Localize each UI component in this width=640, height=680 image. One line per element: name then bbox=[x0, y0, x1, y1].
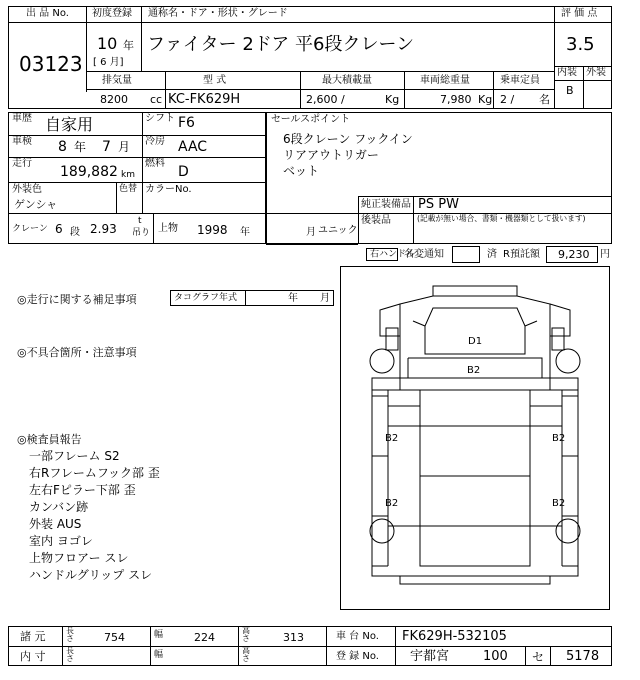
ext-color-label: 外装色 bbox=[12, 184, 42, 195]
displacement-unit: cc bbox=[150, 93, 163, 106]
shift-value: F6 bbox=[178, 115, 195, 131]
interior-dims-label: 内 寸 bbox=[20, 650, 46, 663]
mark-left-mid: B2 bbox=[385, 433, 399, 444]
genuine-equipment-label: 純正装備品 bbox=[361, 199, 411, 210]
tacho-month-unit: 月 bbox=[320, 293, 330, 304]
recycle-mark: 済 bbox=[487, 249, 497, 260]
ac-value: AAC bbox=[178, 139, 208, 155]
crane-ton-unit-top: t bbox=[138, 216, 142, 226]
defects-label: ◎不具合箇所・注意事項 bbox=[17, 346, 137, 359]
exterior-grade-label: 外装 bbox=[586, 67, 606, 78]
crane-label: クレーン bbox=[12, 224, 48, 234]
inspection-year: 8 bbox=[58, 139, 67, 155]
gross-weight-label: 車両総重量 bbox=[420, 75, 470, 86]
crane-stage-unit: 段 bbox=[70, 227, 80, 238]
max-load-label: 最大積載量 bbox=[322, 75, 372, 86]
inspector-item-5: 外装 AUS bbox=[29, 517, 82, 531]
aftermarket-note: (記載が無い場合、書類・機器類として扱います) bbox=[417, 215, 586, 224]
displacement-label: 排気量 bbox=[102, 75, 132, 86]
first-reg-label: 初度登録 bbox=[92, 8, 132, 19]
mark-left-rear: B2 bbox=[385, 498, 399, 509]
inspection-month: 7 bbox=[102, 139, 111, 155]
inspector-item-3: 左右Fピラー下部 歪 bbox=[29, 483, 136, 497]
name-change-label: 名変通知 bbox=[404, 249, 444, 260]
ac-label: 冷房 bbox=[145, 136, 165, 147]
upper-year: 1998 bbox=[197, 223, 228, 237]
gross-weight: 7,980 bbox=[440, 93, 472, 106]
fuel-label: 燃料 bbox=[145, 158, 165, 169]
in-length-label: 長さ bbox=[66, 646, 74, 663]
inspector-item-7: 上物フロアー スレ bbox=[29, 551, 129, 565]
width-value: 224 bbox=[194, 631, 215, 644]
registration-place: 宇都宮 bbox=[410, 649, 450, 664]
displacement: 8200 bbox=[100, 93, 128, 106]
history-label: 車歴 bbox=[12, 113, 32, 124]
mark-right-mid: B2 bbox=[552, 433, 566, 444]
tacho-label: タコグラフ年式 bbox=[174, 293, 238, 303]
inspector-item-2: 右Rフレームフック部 歪 bbox=[29, 466, 160, 480]
max-load-unit: Kg bbox=[385, 93, 400, 106]
tacho-year-unit: 年 bbox=[288, 293, 298, 304]
model-code: KC-FK629H bbox=[168, 92, 241, 107]
inspection-month-unit: 月 bbox=[118, 140, 131, 154]
capacity-unit: 名 bbox=[539, 93, 550, 106]
crane-stages: 6 bbox=[55, 222, 63, 236]
mileage-unit: km bbox=[121, 170, 135, 180]
height-value: 313 bbox=[283, 631, 304, 644]
dims-label: 諸 元 bbox=[20, 630, 46, 643]
upper-label: 上物 bbox=[158, 223, 178, 234]
interior-grade: B bbox=[566, 84, 574, 97]
inspector-item-4: カンバン跡 bbox=[29, 500, 89, 514]
lot-number: 03123 bbox=[19, 52, 83, 76]
recycle-label: R預託額 bbox=[503, 249, 540, 260]
registration-class: 100 bbox=[483, 649, 508, 664]
upper-month-unit: 月 bbox=[306, 227, 316, 238]
inspection-label: 車検 bbox=[12, 136, 32, 147]
chassis-number: FK629H-532105 bbox=[402, 629, 507, 644]
color-change-label: 色替 bbox=[119, 184, 138, 194]
width-label: 幅 bbox=[154, 630, 164, 640]
vehicle-name: ファイター 2ドア 平6段クレーン bbox=[147, 34, 415, 55]
driving-notes-label: ◎走行に関する補足事項 bbox=[17, 293, 137, 306]
max-load: 2,600 / bbox=[306, 93, 345, 106]
handle-value: 右ハンドル bbox=[370, 249, 415, 259]
mark-deck-front: B2 bbox=[467, 365, 481, 376]
genuine-equipment: PS PW bbox=[418, 197, 459, 212]
in-height-label: 高さ bbox=[242, 646, 250, 663]
vehicle-name-label: 通称名・ドア・形状・グレード bbox=[148, 8, 288, 19]
recycle-unit: 円 bbox=[600, 249, 610, 260]
registration-kana: セ bbox=[532, 650, 545, 664]
capacity-label: 乗車定員 bbox=[500, 75, 540, 86]
interior-grade-label: 内装 bbox=[557, 67, 577, 78]
inspection-year-unit: 年 bbox=[74, 140, 87, 154]
lot-label: 出 品 No. bbox=[26, 8, 69, 19]
first-reg-year: 10 bbox=[97, 34, 118, 53]
gross-weight-unit: Kg bbox=[478, 93, 493, 106]
capacity: 2 / bbox=[500, 93, 515, 106]
registration-label: 登 録 No. bbox=[336, 651, 379, 662]
mark-cab: D1 bbox=[468, 336, 483, 347]
color-no-label: カラーNo. bbox=[145, 184, 192, 195]
sales-point-label: セールスポイント bbox=[271, 114, 351, 125]
upper-year-unit: 年 bbox=[240, 227, 250, 238]
sales-point-3: ベット bbox=[283, 164, 320, 178]
first-reg-month: [ 6 月] bbox=[93, 57, 124, 68]
mark-right-rear: B2 bbox=[552, 498, 566, 509]
upper-maker: ユニック bbox=[318, 225, 358, 236]
length-label: 長さ bbox=[66, 626, 74, 643]
first-reg-year-unit: 年 bbox=[123, 39, 134, 52]
truck-diagram bbox=[340, 266, 610, 610]
score-value: 3.5 bbox=[566, 34, 595, 55]
inspector-report-label: ◎検査員報告 bbox=[17, 433, 82, 446]
length-value: 754 bbox=[104, 631, 125, 644]
inspector-item-1: 一部フレーム S2 bbox=[29, 449, 120, 463]
registration-number: 5178 bbox=[566, 649, 600, 664]
in-width-label: 幅 bbox=[154, 650, 164, 660]
crane-capacity: 2.93 bbox=[90, 222, 117, 236]
inspector-item-8: ハンドルグリップ スレ bbox=[29, 568, 153, 582]
score-label: 評 価 点 bbox=[561, 8, 598, 19]
mileage-label: 走行 bbox=[12, 158, 32, 169]
shift-label: シフト bbox=[145, 113, 175, 124]
chassis-label: 車 台 No. bbox=[336, 631, 379, 642]
name-change-box bbox=[452, 246, 480, 263]
crane-ton-unit: 吊り bbox=[132, 228, 151, 238]
fuel-value: D bbox=[178, 164, 189, 180]
inspector-item-6: 室内 ヨゴレ bbox=[29, 534, 93, 548]
recycle-amount: 9,230 bbox=[558, 248, 590, 261]
history-value: 自家用 bbox=[45, 115, 94, 134]
ext-color-value: ゲンシャ bbox=[14, 198, 58, 211]
sales-point-2: リアアウトリガー bbox=[283, 148, 379, 162]
model-label: 型 式 bbox=[203, 75, 227, 86]
height-label: 高さ bbox=[242, 626, 250, 643]
mileage-value: 189,882 bbox=[60, 164, 118, 180]
sales-point-1: 6段クレーン フックイン bbox=[283, 132, 413, 146]
aftermarket-label: 後装品 bbox=[361, 215, 391, 226]
